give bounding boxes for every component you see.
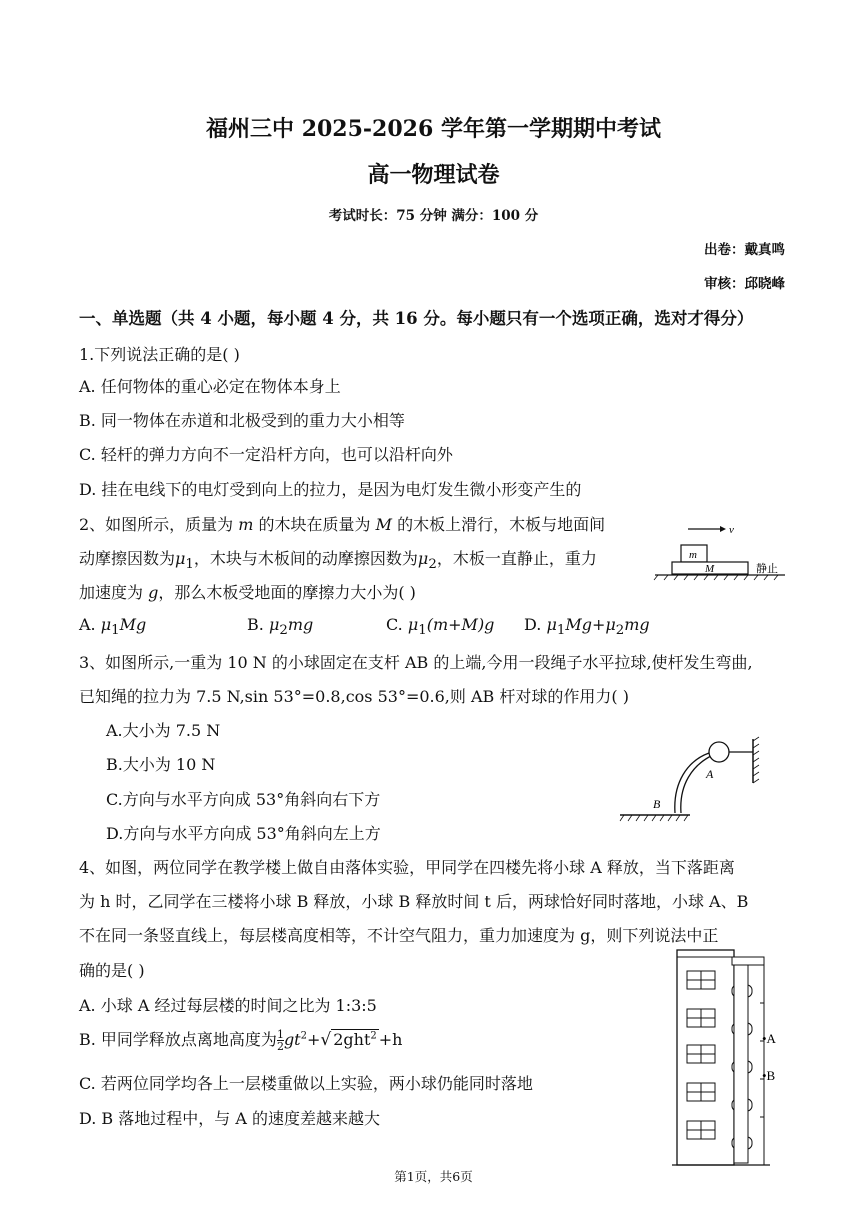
velocity-label: v xyxy=(729,524,734,536)
q3-option-d: D.方向与水平方向成 53°角斜向左上方 xyxy=(106,824,381,843)
q2-block-figure xyxy=(650,520,790,580)
q3-rod-figure xyxy=(615,735,775,825)
small-block-label: m xyxy=(689,549,697,561)
q3-option-c: C.方向与水平方向成 53°角斜向右下方 xyxy=(106,790,381,809)
q2-option-b: B. $\mu_2mg$ xyxy=(247,615,314,639)
rod-inner xyxy=(681,755,713,813)
q1-option-c: C. 轻杆的弹力方向不一定沿杆方向，也可以沿杆向外 xyxy=(79,445,453,464)
q4-stem-line3: 不在同一条竖直线上，每层楼高度相等，不计空气阻力，重力加速度为 g，则下列说法中正 xyxy=(79,926,719,945)
q2-option-c: C. $\mu_1(m+M)g$ xyxy=(386,615,495,639)
q3-stem-line2: 已知绳的拉力为 7.5 N,sin 53°=0.8,cos 53°=0.6,则 AB 杆对球的作用力( ) xyxy=(79,687,629,706)
q1-stem: 1.下列说法正确的是( ) xyxy=(79,345,240,364)
floor-hatch xyxy=(620,815,688,821)
q2-stem-line2: 动摩擦因数为$\mu_1$，木块与木板间的动摩擦因数为$\mu_2$，木板一直静止，重力 xyxy=(79,549,597,573)
q4-stem-line1: 4、如图，两位同学在教学楼上做自由落体实验，甲同学在四楼先将小球 A 释放，当下落距离 xyxy=(79,858,735,877)
ball-a-label: •A xyxy=(762,1031,776,1046)
q2-stem-line1: 2、如图所示，质量为 m 的木块在质量为 M 的木板上滑行，木板与地面间 xyxy=(79,515,606,534)
q1-option-d: D. 挂在电线下的电灯受到向上的拉力，是因为电灯发生微小形变产生的 xyxy=(79,480,582,499)
q1-option-b: B. 同一物体在赤道和北极受到的重力大小相等 xyxy=(79,411,405,430)
author-line: 出卷：戴真鸣 xyxy=(704,242,785,258)
balconies xyxy=(732,965,752,1163)
point-a-label: A xyxy=(706,767,714,781)
ground-hatch xyxy=(654,575,778,580)
q4-option-c: C. 若两位同学均各上一层楼重做以上实验，两小球仍能同时落地 xyxy=(79,1074,533,1093)
q4-option-d: D. B 落地过程中，与 A 的速度差越来越大 xyxy=(79,1109,381,1128)
ball-b-label: •B xyxy=(762,1068,776,1083)
point-b-label: B xyxy=(653,797,661,811)
page-number: 第1页，共6页 xyxy=(394,1169,473,1184)
q3-stem-line1: 3、如图所示,一重为 10 N 的小球固定在支杆 AB 的上端,今用一段绳子水平拉球,使杆发生弯曲, xyxy=(79,653,753,672)
wall-hatch xyxy=(753,737,759,783)
exam-subtitle: 高一物理试卷 xyxy=(367,162,500,188)
exam-title: 福州三中 2025-2026 学年第一学期期中考试 xyxy=(206,116,661,142)
q2-stem-line3: 加速度为 g，那么木板受地面的摩擦力大小为( ) xyxy=(79,583,416,602)
q4-stem-line2: 为 h 时，乙同学在三楼将小球 B 释放，小球 B 释放时间 t 后，两球恰好同时落地，小球 A、B xyxy=(79,892,749,911)
sqrt-sign: √ xyxy=(320,1030,332,1050)
exam-info: 考试时长：75 分钟 满分：100 分 xyxy=(328,208,539,224)
ball xyxy=(709,742,729,762)
board-label: M xyxy=(705,563,715,575)
balcony-top xyxy=(732,957,764,965)
q2-option-d: D. $\mu_1Mg+\mu_2mg$ xyxy=(524,615,650,639)
q4-stem-line4: 确的是( ) xyxy=(79,961,145,980)
q1-option-a: A. 任何物体的重心必定在物体本身上 xyxy=(79,377,341,396)
section-heading: 一、单选题（共 4 小题，每小题 4 分，共 16 分。每小题只有一个选项正确，选对才得分） xyxy=(79,309,754,328)
static-label: 静止 xyxy=(756,562,778,575)
q3-option-a: A.大小为 7.5 N xyxy=(106,721,221,740)
rod-outer xyxy=(675,753,709,813)
q4-option-b: B. 甲同学释放点离地高度为 $\frac{1}{2}$ $gt^2+√$ 2ght$^2$ +h xyxy=(79,1028,403,1053)
q4-option-a: A. 小球 A 经过每层楼的时间之比为 1:3:5 xyxy=(79,996,377,1015)
fraction-half: $\frac{1}{2}$ xyxy=(276,1028,284,1053)
reviewer-line: 审核：邱晓峰 xyxy=(704,276,785,292)
velocity-arrowhead xyxy=(720,526,726,532)
q3-option-b: B.大小为 10 N xyxy=(106,755,216,774)
drop-ticks xyxy=(760,1003,764,1117)
q2-option-a: A. $\mu_1Mg$ xyxy=(79,615,147,639)
q4-building-figure xyxy=(672,945,792,1170)
sqrt-content: 2ght$^2$ xyxy=(333,1030,377,1049)
